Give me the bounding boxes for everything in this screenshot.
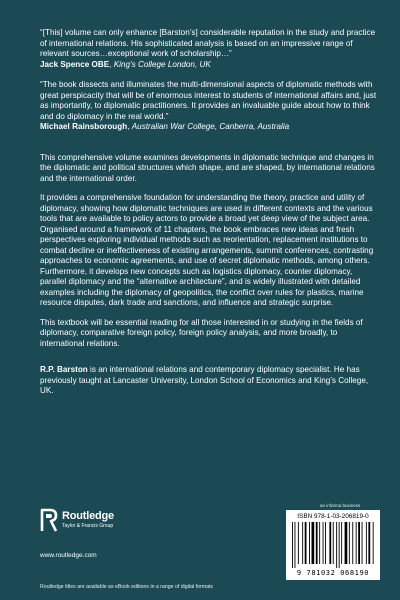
informa-tag: an informa business [320,503,361,508]
description-paragraph-2: It provides a comprehensive foundation for understanding the theory, practice and utility of diplomacy, showing how diplomatic techniques are used in different contexts and the various tools that are available to policy actors to provide a broad yet deep view of the subject area. Organised around a framework of 11 chapters, the book embraces new ideas and fresh perspectives exploring individual methods such as reorientation, replacement institutions to combat decline or ineffectiveness of existing arrangements, summit conferences, contrasting approaches to economic agreements, and use of secret diplomatic methods, among others. Furthermore, it develops new concepts such as logistics diplomacy, counter diplomacy, parallel diplomacy and the “alternative architecture”, and is widely illustrated with detailed examples including the diplomacy of geopolitics, the conflict over rules for plastics, marine resource disputes, dark trade and sanctions, and influence and strategic surprise. [40,193,374,307]
barcode-bar [345,522,348,564]
publisher-logo [40,508,114,536]
isbn-label: ISBN 978-1-03-206819-0 [297,513,369,520]
cover-text [40,28,380,397]
quote-1-text: “[This] volume can only enhance [Barston’s] considerable reputation in the study and practice of international relations. His sophisticated analysis is based on an impressive range of relevant sources…exceptional work of scholarship…” [40,28,376,58]
quote-1-author: Jack Spence OBE [40,59,110,69]
barcode-bar [319,522,320,564]
quote-1-affiliation: King’s College London, UK [113,59,211,69]
barcode-icon [291,522,375,568]
barcode-bar [305,522,307,564]
author-bio-text: is an international relations and contemporary diplomacy specialist. He has previously taught at Lancaster University, London School of Economics and King’s College, UK. [40,365,369,395]
barcode-bar [352,522,353,564]
barcode-digits: 9 781032 068190 [296,569,370,577]
author-name: R.P. Barston [40,365,88,374]
barcode-bar [366,522,367,564]
quote-2-author: Michael Rainsborough [40,122,128,131]
quote-2-text: “The book dissects and illuminates the multi-dimensional aspects of diplomatic methods with great perspicacity that will be of enormous interest to students of international affairs and, just as importantly, to diplomatic practitioners. It provides an invaluable guide about how to think and do diplomacy in the real world.” [40,80,377,121]
barcode-bar [312,522,315,564]
barcode-bar [336,522,337,568]
barcode-bar [358,522,360,564]
barcode-bar [339,522,340,568]
barcode-bar [368,522,370,564]
barcode-bar [362,522,363,564]
quote-1-attribution: Jack Spence OBE, King’s College London, UK [40,59,211,69]
barcode-bar [349,522,350,564]
publisher-name: Routledge [62,510,114,522]
barcode-bar [329,522,331,564]
publisher-website: www.routledge.com [40,552,97,559]
barcode-bar [309,522,310,564]
quote-2-attribution: Michael Rainsborough, Australian War College, Canberra, Australia [40,122,290,131]
publisher-group: Taylor & Francis Group [62,523,114,529]
barcode-bar [302,522,303,564]
barcode-bar [323,522,324,564]
ebook-disclaimer: Routledge titles are available as eBook editions in a range of digital formats [40,584,214,590]
quote-2-affiliation: Australian War College, Canberra, Australia [131,122,290,131]
description-paragraph-1: This comprehensive volume examines developments in diplomatic technique and changes in the diplomatic and political structures which shape, and are shaped, by international relations and the international order. [40,152,375,183]
barcode-bar [295,522,296,568]
barcode-bar [333,522,334,564]
barcode-bar [292,522,293,568]
barcode-bar [325,522,326,564]
barcode-bar [341,522,342,564]
barcode-bar [316,522,318,564]
description-paragraph-3: This textbook will be essential reading for all those interested in or studying in the fields of diplomacy, comparative foreign policy, foreign policy analysis, and more broadly, to international relations. [40,317,363,348]
barcode-bar [356,522,357,564]
isbn-barcode-box [286,510,380,580]
author-bio [40,365,380,397]
barcode-bar [298,522,299,564]
barcode-bar [373,522,374,564]
cover-footer [0,470,400,600]
routledge-logo-icon [40,508,58,532]
